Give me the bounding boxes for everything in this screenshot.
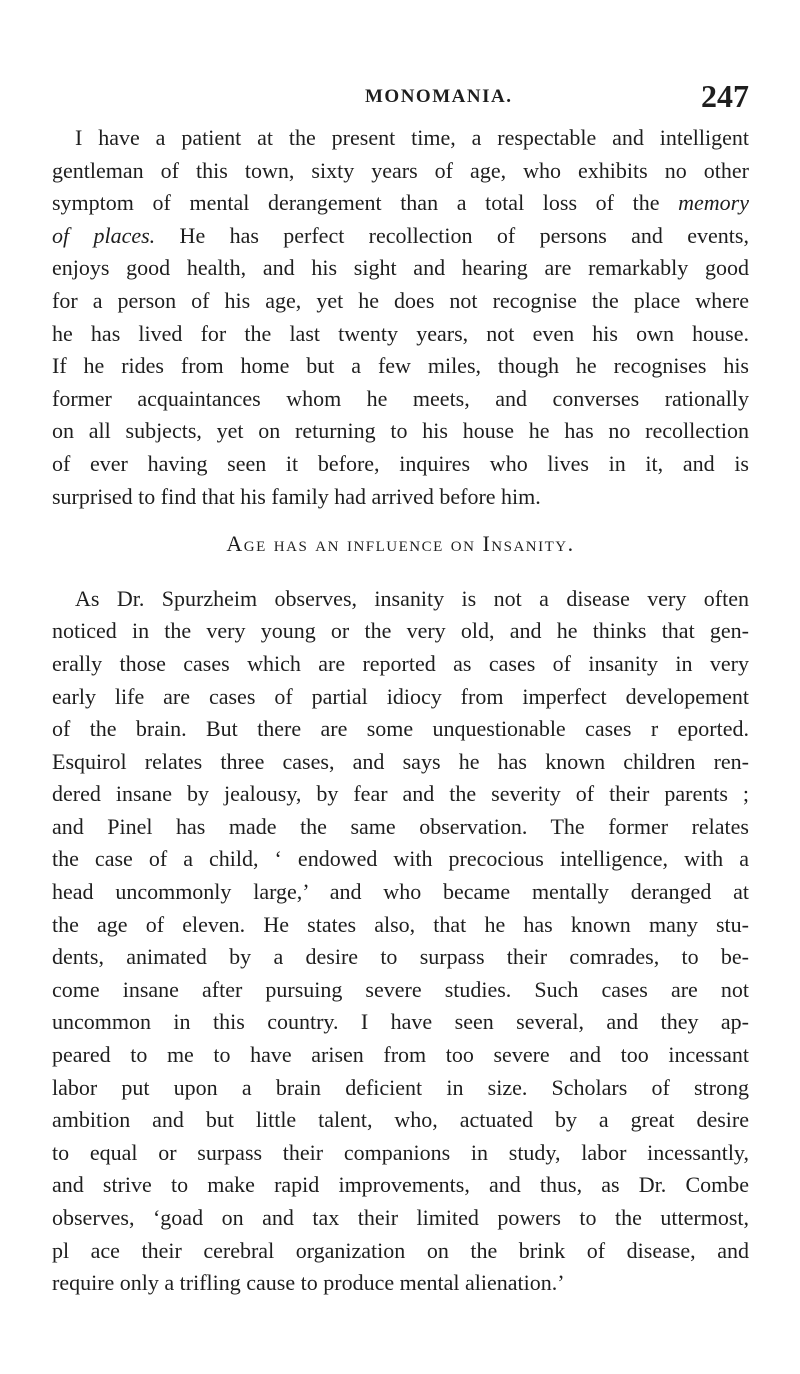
- text-line: early life are cases of partial idiocy from imperfect developement: [52, 683, 749, 709]
- text-line: uncommon in this country. I have seen several, and they ap-: [52, 1009, 749, 1035]
- page-number: 247: [701, 78, 749, 114]
- text-line: for a person of his age, yet he does not recognise the place where: [52, 287, 749, 313]
- text-line: dents, animated by a desire to surpass their comrades, to be-: [52, 944, 749, 970]
- text-line: [52, 220, 749, 253]
- text-line: former acquaintances whom he meets, and converses rationally: [52, 385, 749, 411]
- text-fragment: symptom of mental derangement than a total loss of the: [52, 190, 679, 216]
- paragraph-patient-case: [52, 122, 749, 513]
- text-line: dered insane by jealousy, by fear and the severity of their parents ;: [52, 781, 749, 807]
- text-line: [52, 187, 749, 220]
- text-line: he has lived for the last twenty years, not even his own house.: [52, 320, 749, 346]
- text-line: Esquirol relates three cases, and says he has known children ren-: [52, 748, 749, 774]
- text-line: I have a patient at the present time, a respectable and intelligent: [75, 125, 749, 150]
- text-line: gentleman of this town, sixty years of age, who exhibits no other: [52, 157, 749, 183]
- text-line: peared to me to have arisen from too severe and too incessant: [52, 1042, 749, 1068]
- text-line: labor put upon a brain deficient in size. Scholars of strong: [52, 1074, 749, 1100]
- text-line: require only a trifling cause to produce mental alienation.’: [52, 1270, 565, 1296]
- running-title: MONOMANIA.: [365, 86, 513, 107]
- italic-phrase: of places.: [52, 222, 156, 248]
- text-line: pl ace their cerebral organization on the brink of disease, and: [52, 1237, 749, 1263]
- text-fragment: He has perfect recollection of persons and events,: [155, 222, 749, 248]
- text-line: and strive to make rapid improvements, and thus, as Dr. Combe: [52, 1172, 749, 1198]
- section-heading: Age has an influence on Insanity.: [226, 531, 575, 557]
- text-line: on all subjects, yet on returning to his house he has no recollection: [52, 418, 749, 444]
- text-line: head uncommonly large,’ and who became mentally deranged at: [52, 879, 749, 905]
- text-line: As Dr. Spurzheim observes, insanity is not a disease very often: [75, 585, 749, 611]
- text-line: surprised to find that his family had arrived before him.: [52, 483, 541, 509]
- paragraph-age-insanity: [52, 583, 749, 1300]
- text-line: If he rides from home but a few miles, though he recognises his: [52, 353, 749, 379]
- italic-phrase: memory: [678, 190, 749, 216]
- running-head: [52, 78, 749, 122]
- text-line: erally those cases which are reported as cases of insanity in very: [52, 650, 749, 676]
- text-line: noticed in the very young or the very old, and he thinks that gen-: [52, 618, 749, 644]
- text-line: the age of eleven. He states also, that he has known many stu-: [52, 911, 749, 937]
- text-line: the case of a child, ‘ endowed with precocious intelligence, with a: [52, 846, 749, 872]
- text-line: observes, ‘goad on and tax their limited powers to the uttermost,: [52, 1205, 749, 1230]
- text-line: of the brain. But there are some unquestionable cases r eported.: [52, 716, 749, 742]
- text-line: come insane after pursuing severe studies. Such cases are not: [52, 976, 749, 1002]
- text-line: ambition and but little talent, who, actuated by a great desire: [52, 1107, 749, 1133]
- book-page: [52, 78, 749, 1300]
- text-line: of ever having seen it before, inquires who lives in it, and is: [52, 450, 749, 476]
- text-line: enjoys good health, and his sight and hearing are remarkably good: [52, 255, 749, 281]
- text-line: to equal or surpass their companions in study, labor incessantly,: [52, 1139, 749, 1165]
- text-line: and Pinel has made the same observation. The former relates: [52, 813, 749, 839]
